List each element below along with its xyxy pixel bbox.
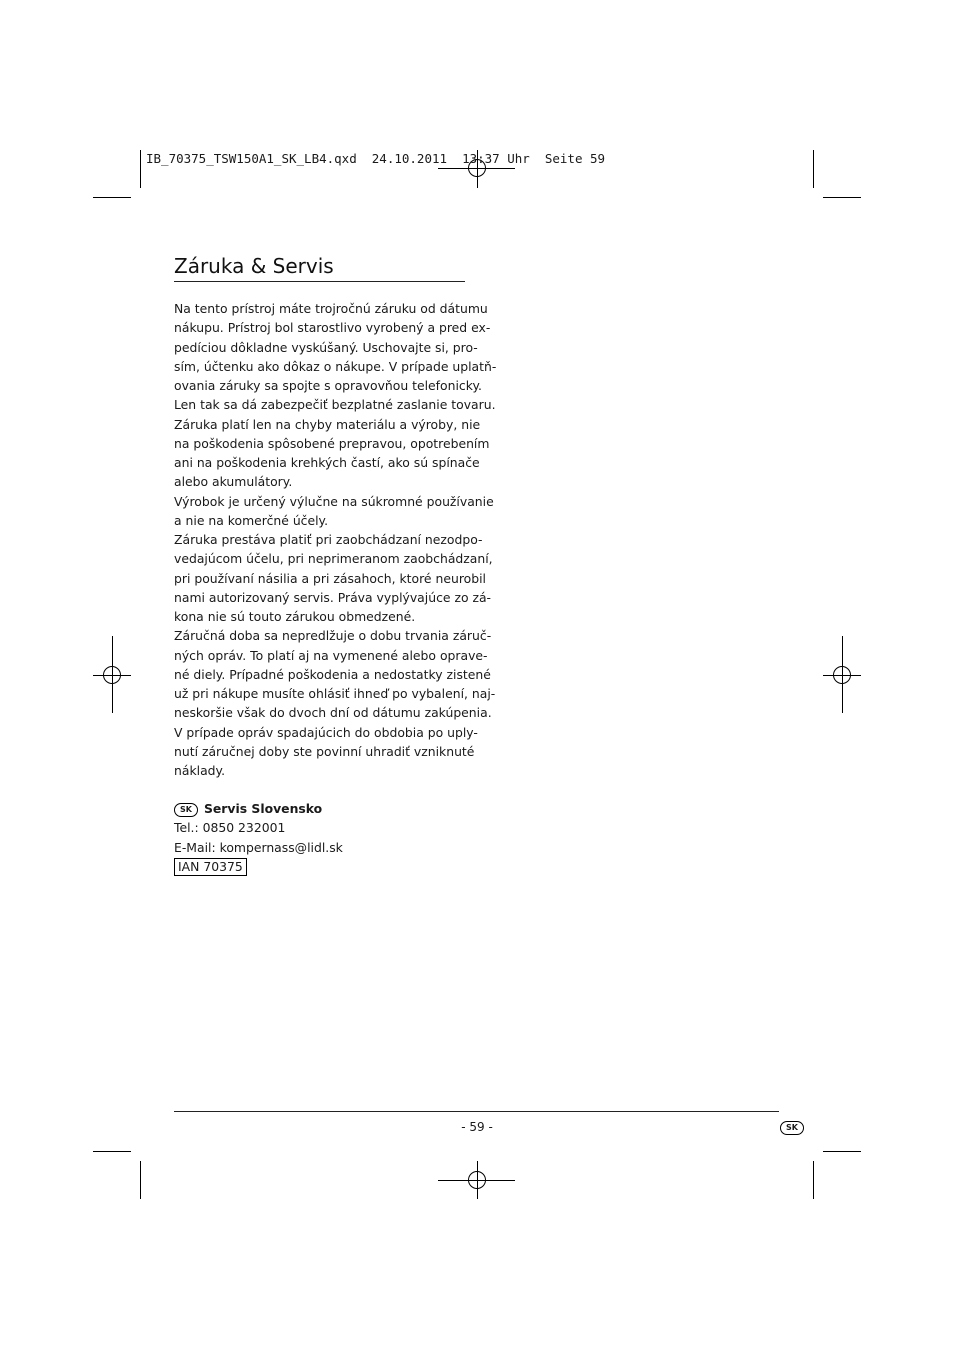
text-line: vedajúcom účelu, pri neprimeranom zaobchádzaní, bbox=[174, 551, 493, 567]
service-phone: Tel.: 0850 232001 bbox=[174, 820, 286, 836]
text-line: ani na poškodenia krehkých častí, ako sú spínače bbox=[174, 455, 480, 470]
text-line: Na tento prístroj máte trojročnú záruku od dátumu bbox=[174, 301, 488, 316]
text-line: né diely. Prípadné poškodenia a nedostatky zistené bbox=[174, 666, 491, 682]
text-line: Výrobok je určený výlučne na súkromné používanie bbox=[174, 493, 494, 509]
text-line: Záruka platí len na chyby materiálu a výroby, nie bbox=[174, 416, 481, 432]
service-name: Servis Slovensko bbox=[203, 801, 323, 816]
text-line: V prípade opráv spadajúcich do obdobia po uply- bbox=[174, 724, 478, 740]
text-line: nákupu. Prístroj bol starostlivo vyrobený a pred ex- bbox=[174, 320, 491, 336]
service-contact bbox=[174, 799, 343, 876]
ian-row bbox=[174, 857, 343, 876]
text-line: Len tak sa dá zabezpečiť bezplatné zaslanie tovaru. bbox=[174, 397, 496, 413]
text-line: kona nie sú touto zárukou obmedzené. bbox=[174, 609, 416, 624]
ian-box: IAN 70375 bbox=[174, 858, 247, 876]
crop-mark-br-v bbox=[813, 1161, 814, 1199]
crop-mark-tr-v bbox=[813, 150, 814, 188]
service-email: E-Mail: kompernass@lidl.sk bbox=[174, 839, 343, 855]
crop-mark-bl-v bbox=[140, 1161, 141, 1199]
print-slug: IB_70375_TSW150A1_SK_LB4.qxd 24.10.2011 13:37 Uhr Seite 59 bbox=[146, 151, 606, 166]
text-line: náklady. bbox=[174, 763, 226, 778]
page-number: - 59 - bbox=[461, 1120, 493, 1134]
title-underline bbox=[174, 281, 465, 282]
crop-mark-tr-h bbox=[823, 197, 861, 198]
crop-mark-tl-v bbox=[140, 150, 141, 188]
country-badge: SK bbox=[174, 803, 198, 817]
text-line: nutí záručnej doby ste povinní uhradiť vzniknuté bbox=[174, 743, 475, 759]
text-line: Záruka prestáva platiť pri zaobchádzaní nezodpo- bbox=[174, 532, 483, 547]
text-line: Záručná doba sa nepredlžuje o dobu trvania záruč- bbox=[174, 628, 492, 644]
service-heading bbox=[174, 799, 343, 818]
footer-country-badge: SK bbox=[780, 1121, 804, 1135]
text-line: a nie na komerčné účely. bbox=[174, 512, 329, 528]
text-line: pedíciou dôkladne vyskúšaný. Uschovajte si, pro- bbox=[174, 339, 478, 355]
text-line: neskoršie však do dvoch dní od dátumu zakúpenia. bbox=[174, 705, 492, 721]
page-title: Záruka & Servis bbox=[174, 254, 334, 278]
text-line: nami autorizovaný servis. Práva vyplývajúce zo zá- bbox=[174, 589, 492, 605]
text-line: už pri nákupe musíte ohlásiť ihneď po vybalení, naj- bbox=[174, 686, 496, 701]
warranty-text bbox=[174, 299, 497, 780]
crop-mark-br-h bbox=[823, 1151, 861, 1152]
footer-rule bbox=[174, 1111, 779, 1112]
text-line: ných opráv. To platí aj na vymenené alebo oprave- bbox=[174, 647, 488, 663]
crop-mark-bl-h bbox=[93, 1151, 131, 1152]
text-line: ovania záruky sa spojte s opravovňou telefonicky. bbox=[174, 378, 482, 393]
crop-mark-tl-h bbox=[93, 197, 131, 198]
text-line: na poškodenia spôsobené prepravou, opotrebením bbox=[174, 435, 490, 451]
text-line: sím, účtenku ako dôkaz o nákupe. V prípade uplatň- bbox=[174, 358, 497, 374]
text-line: pri používaní násilia a pri zásahoch, ktoré neurobil bbox=[174, 570, 486, 586]
text-line: alebo akumulátory. bbox=[174, 474, 293, 490]
